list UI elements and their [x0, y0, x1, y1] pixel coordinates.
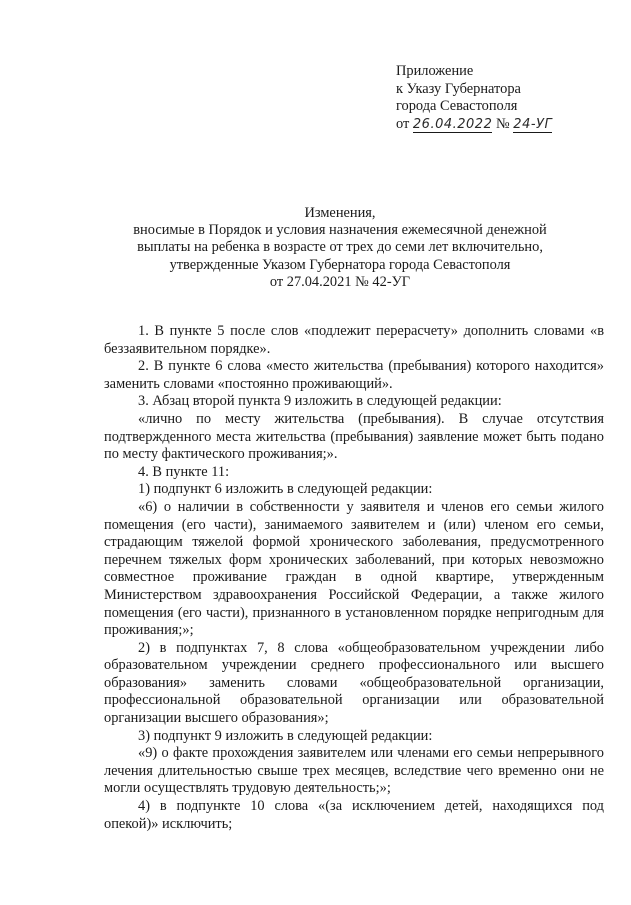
paragraph-1: 1. В пункте 5 после слов «подлежит перерасчету» дополнить словами «в беззаявительном порядке».: [104, 323, 604, 357]
title-line-1: Изменения,: [304, 205, 376, 221]
paragraph-2: 2. В пункте 6 слова «место жительства (пребывания) которого находится» заменить словами «постоянно проживающий».: [104, 358, 604, 392]
approval-line-1: Приложение: [396, 63, 474, 79]
title-line-3: выплаты на ребенка в возрасте от трех до семи лет включительно,: [137, 239, 543, 256]
approval-number-label: №: [495, 115, 510, 132]
handwritten-date: 26.04.2022: [412, 116, 493, 132]
approval-line-3: города Севастополя: [396, 98, 518, 114]
title-line-2: вносимые в Порядок и условия назначения ежемесячной денежной: [133, 222, 547, 239]
handwritten-number: 24-УГ: [513, 116, 553, 132]
paragraph-4: «лично по месту жительства (пребывания). В случае отсутствия подтвержденного места жительства (пребывания) заявление может быть подано по месту фактического проживания;».: [104, 410, 604, 463]
paragraph-5: 4. В пункте 11:: [138, 463, 230, 480]
paragraph-10: «9) о факте прохождения заявителем или членами его семьи непрерывного лечения длительностью свыше трех месяцев, вследствие чего временно они не могли осуществлять трудовую деятельность;»;: [104, 745, 604, 797]
approval-block: [396, 63, 552, 133]
paragraph-8: 2) в подпунктах 7, 8 слова «общеобразовательном учреждении либо образовательном учреждении среднего профессионального или высшего образования» заменить словами «общеобразовательной организации, профессиональной образовательной организации или образовательной организации высшего образования»;: [104, 639, 604, 727]
title-line-4: утвержденные Указом Губернатора города Севастополя: [169, 256, 511, 273]
document-body: [104, 323, 604, 833]
paragraph-6: 1) подпункт 6 изложить в следующей редакции:: [138, 481, 433, 498]
document-title: [110, 205, 570, 291]
approval-line-2: к Указу Губернатора: [396, 80, 521, 97]
title-line-5: от 27.04.2021 № 42-УГ: [269, 273, 411, 290]
approval-from-label: от: [396, 115, 410, 132]
paragraph-9: 3) подпункт 9 изложить в следующей редакции:: [138, 727, 433, 744]
paragraph-7: «6) о наличии в собственности у заявителя и членов его семьи жилого помещения (его части), занимаемого заявителем и (или) членом его семьи, страдающим тяжелой формой хронического заболевания, предусмотренного перечнем тяжелых форм хронических заболеваний, при которых невозможно совместное проживание граждан в одной квартире, утвержденным Министерством здравоохранения Российской Федерации, а также жилого помещения (его части), признанного в установленном порядке непригодным для проживания;»;: [104, 498, 604, 639]
approval-date-line: [396, 116, 552, 134]
paragraph-11: 4) в подпункте 10 слова «(за исключением детей, находящихся под опекой)» исключить;: [104, 798, 604, 832]
paragraph-3: 3. Абзац второй пункта 9 изложить в следующей редакции:: [138, 393, 502, 410]
